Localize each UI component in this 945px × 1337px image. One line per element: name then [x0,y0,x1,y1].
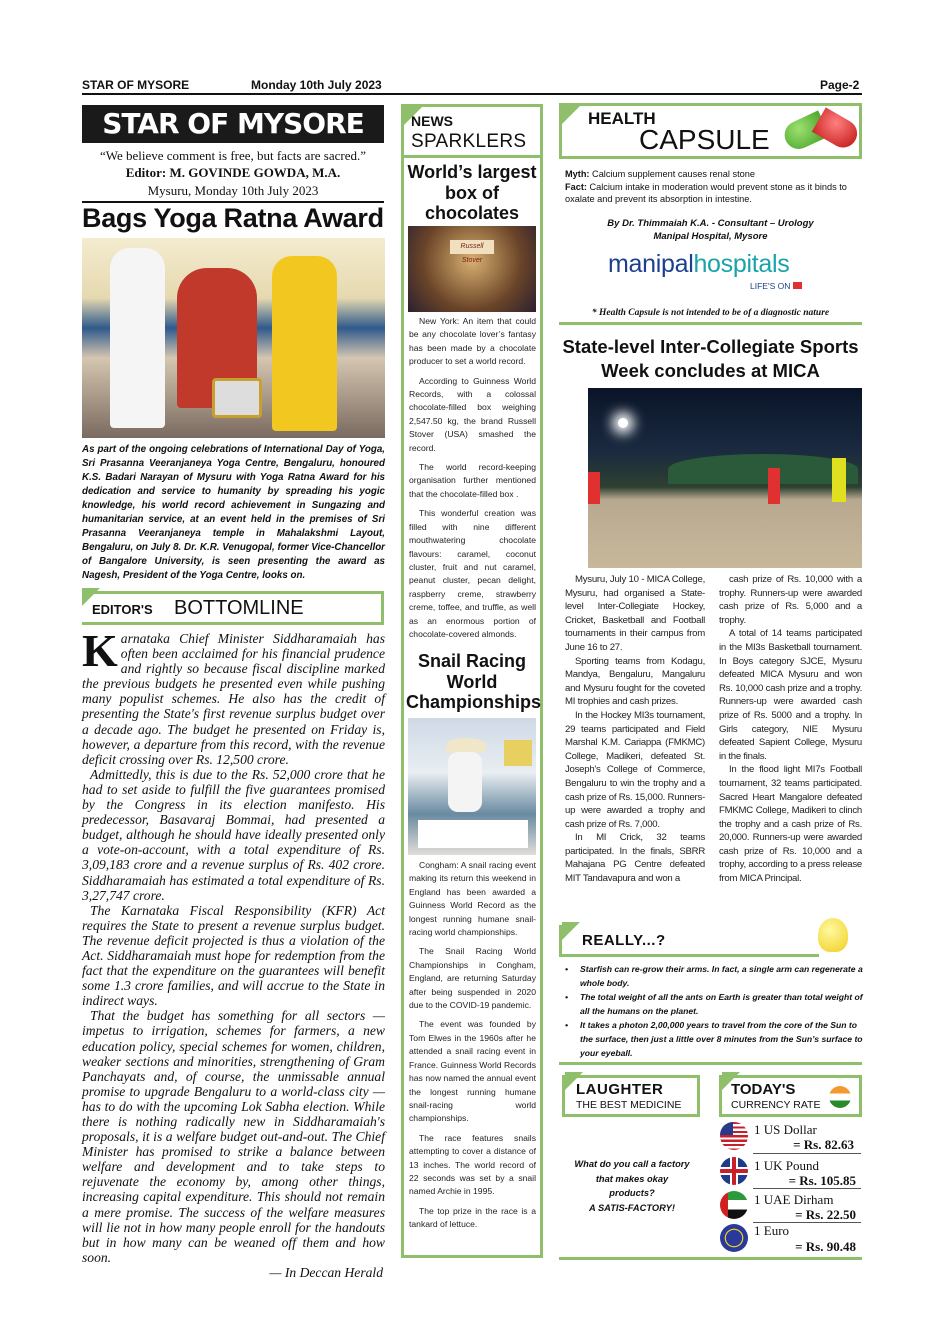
sports-column-2 [719,573,862,886]
snail-paragraph: Congham: A snail racing event making its return this weekend in England has been awarded a Guinness World Record as the longest running humane snail-racing world championships. [409,860,536,938]
chocolate-paragraph: This wonderful creation was filled with nine different mouthwatering chocolate flavours: caramel, coconut cluster, fruit and nut caramel, peanut cluster, pecan delight, raspberry creme, strawberry creme, toffee, and truffle, as well as an enormous portion of chocolate-covered almonds. [409,508,536,639]
currency-unit: 1 UK Pound [754,1158,820,1173]
myth-label: Myth: [565,169,590,179]
laughter-label-small: THE BEST MEDICINE [576,1099,682,1111]
myth-text: Calcium supplement causes renal stone [589,169,755,179]
india-flag-icon [829,1086,851,1108]
snail-paragraph: The Snail Racing World Championships in Congham, England, are returning Saturday after being suspended in 2020 due to the COVID-19 pandemic. [409,946,536,1011]
sports-paragraph: A total of 14 teams participated in the MI3s Basketball tournament. In Boys category SJCE, Mysuru defeated MICA Mysuru and won Rs. 10,000 cash prize and a trophy. Runners-up were awarded cash prize of Rs. 5000 and a trophy. In Girls category, NIE Mysuru defeated Sapient College, Mysuru in the finals. [719,628,862,762]
chocolate-paragraph: New York: An item that could be any chocolate lover’s fantasy has been made by a chocolate producer to set a world record. [409,316,536,367]
us-flag-icon [720,1122,748,1150]
yoga-caption: As part of the ongoing celebrations of International Day of Yoga, Sri Prasanna Veeranjaneya Yoga Centre, Bengaluru, honoured K.S. Badari Narayan of Mysuru with Yoga Ratna Award for his dedication and service to humanity by spreading his yogic knowledge, his world record achievement in Sungazing and humanitarian service, at an event held in the premises of Sri Prasanna Veeranjaneya temple in Mahalakshmi Layout, Bengaluru, on July 8. Dr. K.R. Venugopal, former Vice-Chancellor of Bangalore University, is seen presenting the award as Nagesh, President of the Yoga Centre, looks on. [82,444,385,581]
corner-triangle-icon [562,922,580,940]
header-rule [82,93,862,95]
motto: “We believe comment is free, but facts are sacred.” [99,148,367,163]
masthead-title: STAR OF MYSORE [82,105,384,143]
dateline: Mysuru, Monday 10th July 2023 [147,183,319,198]
sports-paragraph: In the Hockey MI3s tournament, 29 teams participated and Field Marshal K.M. Cariappa (FMKMC) College, Madikeri, defeated St. Joseph's College of Commerce, Bengaluru to win the trophy and a cash prize of Rs. 15,000. Runners-up were awarded a trophy and cash prize of Rs. 7,000. [565,709,705,830]
joke-line: What do you call a factory [574,1159,690,1169]
yoga-award-photo [82,238,385,438]
eu-flag-icon [720,1224,748,1252]
capsule-pill-icon [784,112,864,152]
really-rule [559,1062,862,1065]
health-rule [559,322,862,325]
currency-value: = Rs. 105.85 [788,1173,856,1188]
russell-stover-logo: Russell Stover [450,240,494,254]
chocolate-headline: World’s largest box of chocolates [407,162,537,223]
logo-part-b: hospitals [693,250,790,278]
fact-item: • The total weight of all the ants on Earth is greater than total weight of all the humans on the planet. [565,992,863,1016]
tagline-text: LIFE'S ON [750,281,791,291]
drop-cap: K [82,625,118,676]
really-label: REALLY...? [582,932,666,949]
paper-name: STAR OF MYSORE [82,78,190,92]
snail-paragraph: The event was founded by Tom Elwes in the 1960s after he attended a snail racing event in France. Guinness World Records has now named the annual event the longest running humane snail-racing world championships. [409,1019,536,1124]
snail-racing-photo [408,718,536,855]
manipal-logo [608,250,789,279]
sparklers-divider [401,155,543,158]
snail-body [409,859,536,1238]
bottom-rule [559,1257,862,1260]
currency-label-small: CURRENCY RATE [731,1099,821,1111]
currency-divider [753,1188,861,1189]
health-label-small: HEALTH [588,109,656,128]
currency-unit: 1 US Dollar [754,1122,817,1137]
sports-paragraph: In the flood light MI7s Football tournament, 32 teams participated. Sacred Heart Mangalore defeated FMKMC College, Madikeri to clinch the trophy and a cash prize of Rs. 20,000. Runners-up were awarded cash prize of Rs. 10,000 and a trophy, according to a press release from MICA Principal. [719,764,862,885]
editorial-paragraph: arnataka Chief Minister Siddharamaiah has often been acclaimed for his financial prudence and rightly so because fiscal discipline marked the previous budgets he presented even while pushing many populist schemes. He also has the credit of presenting the State's first revenue surplus budget over a decade ago. The budget he presented on Friday is, however, a departure from this record, with the revenue deficit crossing over Rs. 12,500 crore. [82,631,385,767]
currency-divider [753,1153,861,1154]
fact-label: Fact: [565,181,587,192]
editorial-label-big: BOTTOMLINE [174,597,304,619]
header-date: Monday 10th July 2023 [251,78,382,92]
editorial-paragraph: The Karnataka Fiscal Responsibility (KFR) Act requires the State to present a revenue surplus budget. The revenue deficit projected is thus a violation of the Act. Siddharamaiah must hope for redemption from the fact that the expenditure on the guarantees will benefit some 1.3 crore families, and will accrue to the State in indirect ways. [82,902,385,1009]
health-byline [559,218,862,243]
sports-paragraph: In MI Crick, 32 teams participated. In the finals, SBRR Mahajana PG Centre defeated MIT Tandavapura and won a [565,832,705,885]
snail-paragraph: The top prize in the race is a tankard of lettuce. [409,1205,536,1230]
byline-doctor: By Dr. Thimmaiah K.A. - Consultant – Urology [607,218,814,229]
page-number: Page-2 [820,78,860,92]
sports-headline: State-level Inter-Collegiate Sports Week concludes at MICA [562,336,859,381]
sports-photo [588,388,862,568]
yoga-headline: Bags Yoga Ratna Award [82,203,384,233]
laughter-label-big: LAUGHTER [576,1081,664,1098]
sparklers-label-small: NEWS [411,113,453,129]
corner-triangle-icon [82,588,100,606]
joke-line: A SATIS-FACTORY! [589,1202,675,1213]
really-facts [563,962,863,1060]
logo-part-a: manipal [608,250,694,278]
sports-paragraph: cash prize of Rs. 10,000 with a trophy. Runners-up were awarded cash prize of Rs. 5,000 and a trophy. [719,574,862,626]
editorial-paragraph: Admittedly, this is due to the Rs. 52,000 crore that he had to set aside to fulfill the five guarantees promised by the Congress in its election manifesto. His predecessor, Basavaraj Bommai, had presented a budget, although he should have ideally presented only a vote-on-account, with a total expenditure of Rs. 3,09,183 crore and a revenue surplus of Rs. 402 crore. Siddharamaiah has estimated a total expenditure of Rs. 3,27,747 crore. [82,766,385,903]
editorial-label [82,591,384,625]
plus-icon [793,282,802,289]
editor: Editor: M. GOVINDE GOWDA, M.A. [125,165,341,180]
chocolate-paragraph: According to Guinness World Records, with a colossal chocolate-filled box weighing 2,547.50 kg, the brand Russell Stover (USA) smashed the record. [409,375,536,453]
editorial-source: — In Deccan Herald [269,1264,383,1280]
lightbulb-icon [818,918,848,952]
currency-unit: 1 UAE Dirham [754,1192,834,1207]
snail-paragraph: The race features snails attempting to cover a distance of 13 inches. The world record of 22 seconds was set by a snail named Archie in 1995. [409,1132,536,1197]
corner-triangle-icon [562,106,580,124]
editorial-paragraph: That the budget has something for all sectors — impetus to irrigation, schemes for farmers, a new education policy, special schemes for women, children, weaker sections and minorities, strengthening of Gram Panchayats and, of course, the unmissable annual promise to upgrade Bengaluru to a world-class city — has to do with the upcoming Lok Sabha election. While there is nothing radically new in Siddharamaiah's proposals, it is a welfare budget out-and-out. The Chief Minister has promised to strike a balance between welfare and development and to take steps to rejuvenate the economy by, among other things, increasing capital expenditure. This should not remain a mere promise. The success of the welfare measures will lie not in how many people enroll for the handouts but in how many can be weaned off them and how soon. [82,1008,385,1265]
fact-item: • Starfish can re-grow their arms. In fact, a single arm can regenerate a whole body. [565,964,863,988]
currency-label-big: TODAY'S [731,1081,796,1098]
sparklers-label-big: SPARKLERS [411,131,527,152]
uae-flag-icon [720,1191,748,1219]
chocolate-paragraph: The world record-keeping organisation further mentioned that the chocolate-filled box . [409,462,536,499]
currency-value: = Rs. 22.50 [795,1207,856,1222]
chocolate-body [409,315,536,647]
sports-column-1 [565,573,705,886]
currency-value: = Rs. 90.48 [795,1239,856,1254]
joke-line: products? [609,1188,655,1198]
joke [562,1157,702,1215]
fact-item: • It takes a photon 2,00,000 years to travel from the core of the Sun to the surface, then just a little over 8 minutes from the Sun’s surface to your eyeball. [565,1020,863,1058]
joke-line: that makes okay [595,1173,669,1184]
byline-hospital: Manipal Hospital, Mysore [653,230,768,242]
manipal-tagline [750,281,802,291]
fact-text: Calcium intake in moderation would prevent stone as it binds to oxalate and prevent its absorption in intestine. [565,181,847,204]
editorial-label-small: EDITOR'S [92,602,153,617]
currency-value: = Rs. 82.63 [793,1137,854,1152]
health-myth-fact [565,168,863,206]
uk-flag-icon [720,1157,748,1185]
chocolate-box-photo [408,226,536,312]
sports-paragraph: Sporting teams from Kodagu, Mandya, Bengaluru, Mangaluru and Mysuru fought for the coveted MI trophies and cash prizes. [565,655,705,708]
editorial-body [82,625,385,1280]
sports-paragraph: Mysuru, July 10 - MICA College, Mysuru, had organised a State- level Inter-Collegiate Hockey, Cricket, Basketball and Football tournaments in their campus from June 16 to 27. [565,574,705,653]
snail-headline: Snail Racing World Championships [406,651,542,712]
currency-unit: 1 Euro [754,1223,790,1238]
health-label-big: CAPSULE [639,124,770,155]
health-disclaimer: * Health Capsule is not intended to be of a diagnostic nature [591,308,830,318]
